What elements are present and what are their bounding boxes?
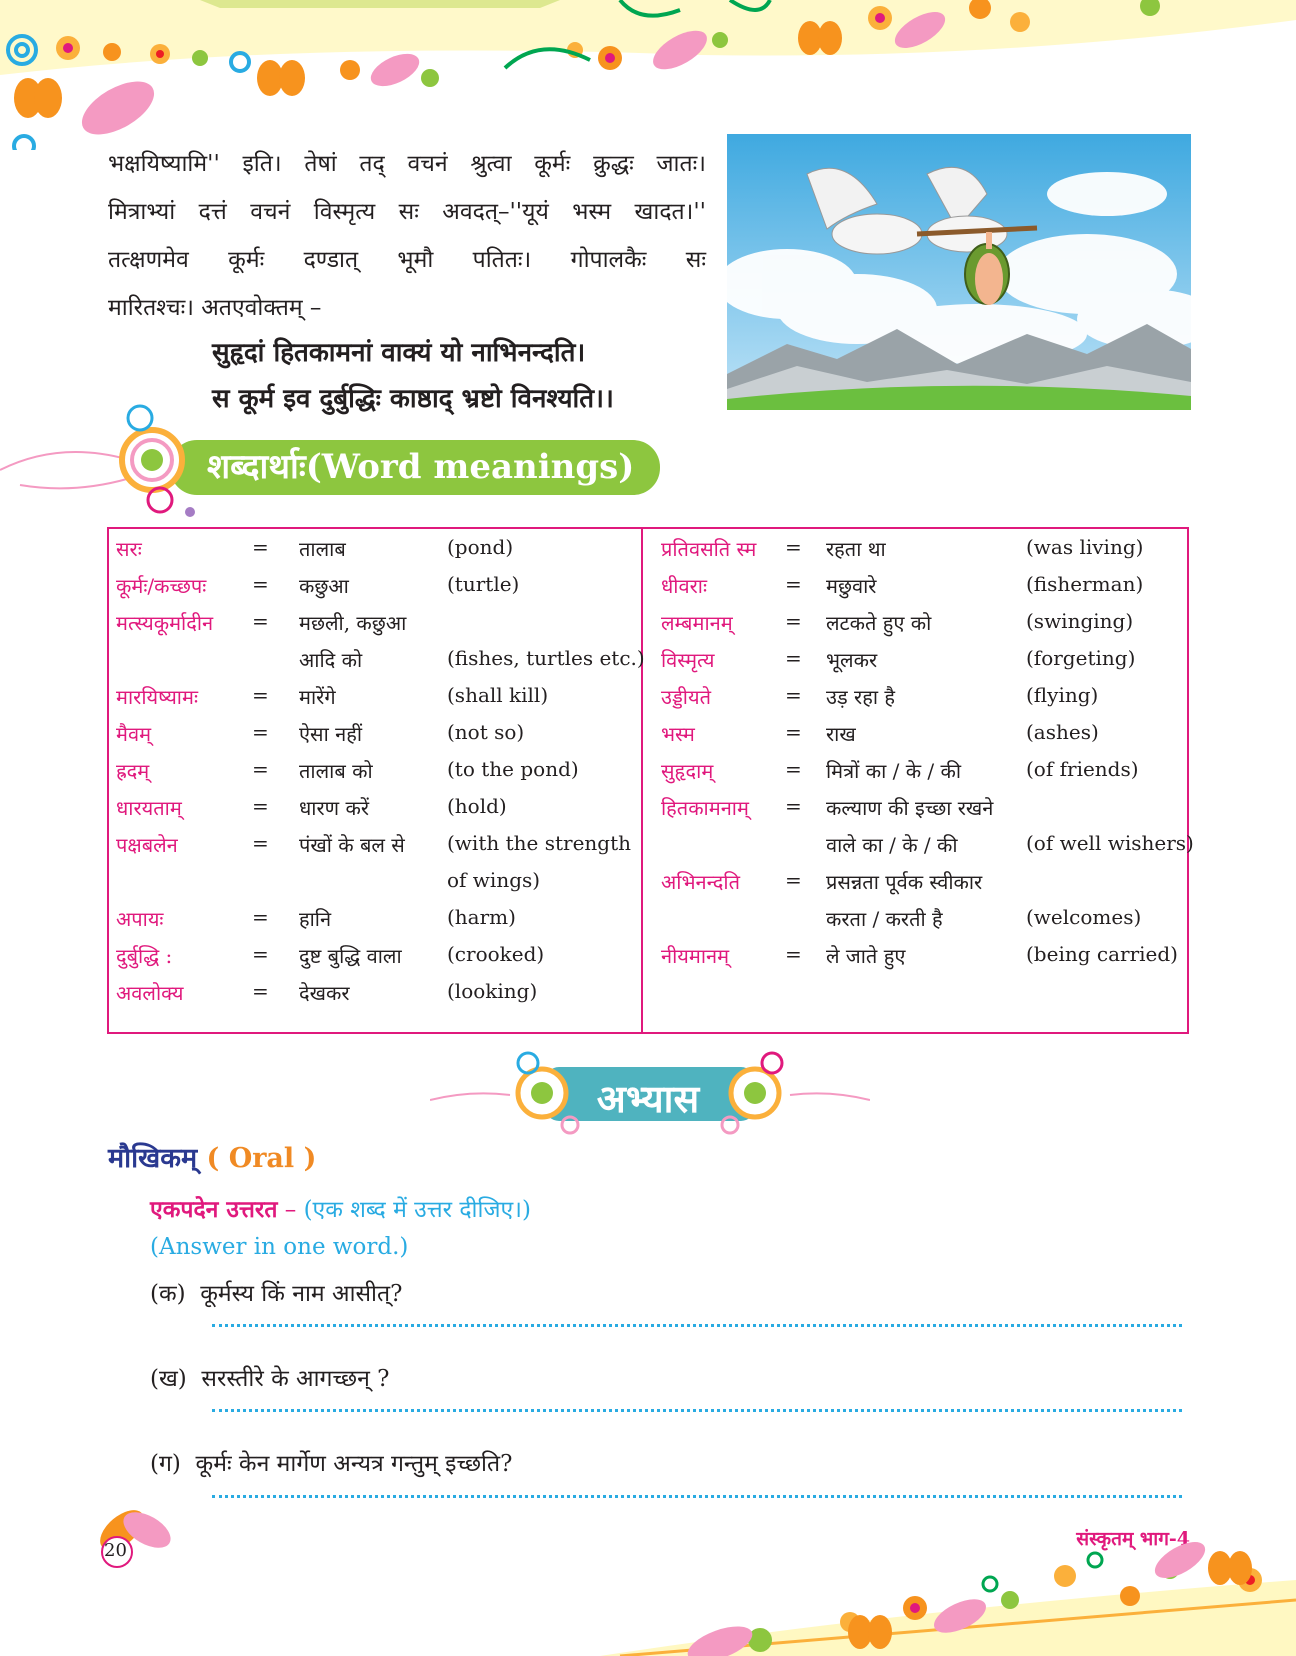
bottom-floral-border (0, 1540, 1296, 1656)
vocab-english: (turtle) (447, 572, 520, 596)
story-line: तत्क्षणमेव कूर्मः दण्डात् भूमौ पतितः। गोपालकैः सः (108, 247, 706, 273)
story-line: मित्राभ्यां दत्तं वचनं विस्मृत्य सः अवदत्–''यूयं भस्म खादत।'' (108, 199, 706, 225)
vocab-hindi: करता / करती है (826, 907, 943, 931)
vocab-english: (looking) (447, 979, 538, 1003)
verse-line: सुहृदां हितकामनां वाक्यं यो नाभिनन्दति। (212, 338, 586, 368)
vocab-english: (flying) (1026, 683, 1099, 707)
vocab-hindi: वाले का / के / की (826, 833, 958, 857)
page-number: 20 (104, 1540, 127, 1561)
vocab-word: अभिनन्दति (661, 870, 740, 894)
instruction-heading: एकपदेन उत्तरत (150, 1196, 278, 1223)
exercise-title: अभ्यास (596, 1076, 700, 1121)
vocab-hindi: ले जाते हुए (826, 944, 906, 968)
equals-sign: = (785, 794, 802, 818)
equals-sign: = (252, 794, 269, 818)
equals-sign: = (785, 757, 802, 781)
vocab-hindi: कल्याण की इच्छा रखने (826, 796, 994, 820)
vocab-word: नीयमानम् (661, 944, 730, 968)
instruction-dash: – (284, 1197, 297, 1223)
vocab-english: (ashes) (1026, 720, 1099, 744)
equals-sign: = (785, 868, 802, 892)
vocab-english: (with the strength (447, 831, 632, 855)
vocab-hindi: कछुआ (299, 574, 349, 598)
book-title: संस्कृतम् भाग-4 (1076, 1528, 1190, 1550)
vocab-hindi: लटकते हुए को (826, 611, 932, 635)
vocab-english: (pond) (447, 535, 514, 559)
equals-sign: = (252, 609, 269, 633)
equals-sign: = (252, 720, 269, 744)
vocab-word: सरः (116, 537, 142, 561)
equals-sign: = (252, 683, 269, 707)
story-illustration (727, 134, 1191, 410)
question-label: (क) (150, 1281, 186, 1307)
vocab-hindi: धारण करें (299, 796, 370, 820)
equals-sign: = (785, 646, 802, 670)
vocab-word: दुर्बुद्धि : (116, 944, 173, 968)
vocab-hindi: पंखों के बल से (299, 833, 405, 857)
question (150, 1361, 390, 1393)
vocab-word: कूर्मः/कच्छपः (116, 574, 207, 598)
story-line: मारितश्चः। अतएवोक्तम् – (108, 295, 322, 321)
vocab-word: उड्डीयते (661, 685, 711, 709)
story-line: भक्षयिष्यामि'' इति। तेषां तद् वचनं श्रुत्वा कूर्मः क्रुद्धः जातः। (108, 151, 706, 177)
equals-sign: = (252, 905, 269, 929)
vocab-english: (forgeting) (1026, 646, 1136, 670)
vocab-hindi: मछुवारे (826, 574, 877, 598)
vocab-english: (harm) (447, 905, 516, 929)
vocab-hindi: तालाब को (299, 759, 373, 783)
vocab-hindi: प्रसन्नता पूर्वक स्वीकार (826, 870, 983, 894)
vocab-word: विस्मृत्य (661, 648, 715, 672)
vocab-hindi: दुष्ट बुद्धि वाला (299, 944, 402, 968)
question-label: (ख) (150, 1366, 187, 1392)
vocab-english: (crooked) (447, 942, 545, 966)
answer-line[interactable] (212, 1409, 1182, 1412)
oral-heading-english: ( Oral ) (206, 1143, 317, 1174)
oral-heading (108, 1138, 316, 1175)
vocab-word: पक्षबलेन (116, 833, 178, 857)
vocab-hindi: हानि (299, 907, 332, 931)
vocab-word: सुहृदाम् (661, 759, 714, 783)
vocab-hindi: देखकर (299, 981, 350, 1005)
vocab-english: (shall kill) (447, 683, 549, 707)
equals-sign: = (785, 683, 802, 707)
equals-sign: = (785, 572, 802, 596)
vocab-word: भस्म (661, 722, 695, 746)
verse-line: स कूर्म इव दुर्बुद्धिः काष्ठाद् भ्रष्टो विनश्यति।। (212, 384, 614, 414)
equals-sign: = (785, 942, 802, 966)
vocab-hindi: ऐसा नहीं (299, 722, 363, 746)
instruction (150, 1192, 531, 1224)
word-meanings-title: शब्दार्थाः(Word meanings) (207, 447, 635, 487)
equals-sign: = (252, 572, 269, 596)
vocab-word: अवलोक्य (116, 981, 184, 1005)
equals-sign: = (785, 609, 802, 633)
equals-sign: = (785, 720, 802, 744)
vocab-word: मत्स्यकूर्मादीन (116, 611, 214, 635)
oral-heading-hindi: मौखिकम् (108, 1143, 198, 1174)
equals-sign: = (785, 535, 802, 559)
vocab-english: (was living) (1026, 535, 1144, 559)
vocab-hindi: रहता था (826, 537, 886, 561)
vocab-english: (not so) (447, 720, 525, 744)
question (150, 1446, 512, 1478)
vocab-word: ह्रदम् (116, 759, 150, 783)
vocab-english: (hold) (447, 794, 507, 818)
vocab-english: of wings) (447, 868, 541, 892)
question-text: कूर्मस्य किं नाम आसीत्? (200, 1281, 403, 1307)
equals-sign: = (252, 979, 269, 1003)
equals-sign: = (252, 535, 269, 559)
table-divider (641, 527, 643, 1034)
equals-sign: = (252, 831, 269, 855)
vocab-english: (of well wishers) (1026, 831, 1194, 855)
circle-ornament-icon (122, 406, 195, 517)
vocab-english: (swinging) (1026, 609, 1134, 633)
question (150, 1276, 402, 1308)
question-text: कूर्मः केन मार्गेण अन्यत्र गन्तुम् इच्छति? (195, 1451, 513, 1477)
vocab-word: प्रतिवसति स्म (661, 537, 757, 561)
vocab-hindi: मछली, कछुआ (299, 611, 407, 635)
vocab-english: (fishes, turtles etc.) (447, 646, 645, 670)
vocab-hindi: तालाब (299, 537, 346, 561)
vocab-word: मैवम् (116, 722, 152, 746)
vocab-english: (fisherman) (1026, 572, 1144, 596)
vocab-word: अपायः (116, 907, 164, 931)
vocab-english: (to the pond) (447, 757, 579, 781)
question-text: सरस्तीरे के आगच्छन् ? (201, 1366, 390, 1392)
vocab-hindi: भूलकर (826, 648, 878, 672)
vocab-word: धीवराः (661, 574, 707, 598)
instruction-english: (Answer in one word.) (150, 1234, 409, 1260)
vocab-hindi: मित्रों का / के / की (826, 759, 962, 783)
vocab-word: लम्बमानम् (661, 611, 733, 635)
vocab-word: धारयताम् (116, 796, 182, 820)
vocab-english: (welcomes) (1026, 905, 1142, 929)
vocab-word: हितकामनाम् (661, 796, 749, 820)
vocab-word: मारयिष्यामः (116, 685, 198, 709)
vocab-hindi: राख (826, 722, 856, 746)
vocab-hindi: उड़ रहा है (826, 685, 895, 709)
vocab-hindi: आदि को (299, 648, 363, 672)
spiral-icon (983, 1553, 1102, 1591)
vocab-english: (being carried) (1026, 942, 1178, 966)
answer-line[interactable] (212, 1324, 1182, 1327)
answer-line[interactable] (212, 1495, 1182, 1498)
vocab-hindi: मारेंगे (299, 685, 336, 709)
equals-sign: = (252, 757, 269, 781)
instruction-gloss: (एक शब्द में उत्तर दीजिए।) (303, 1197, 531, 1223)
story-text (108, 140, 706, 332)
vocab-english: (of friends) (1026, 757, 1139, 781)
question-label: (ग) (150, 1451, 181, 1477)
equals-sign: = (252, 942, 269, 966)
top-floral-border (0, 0, 1296, 150)
